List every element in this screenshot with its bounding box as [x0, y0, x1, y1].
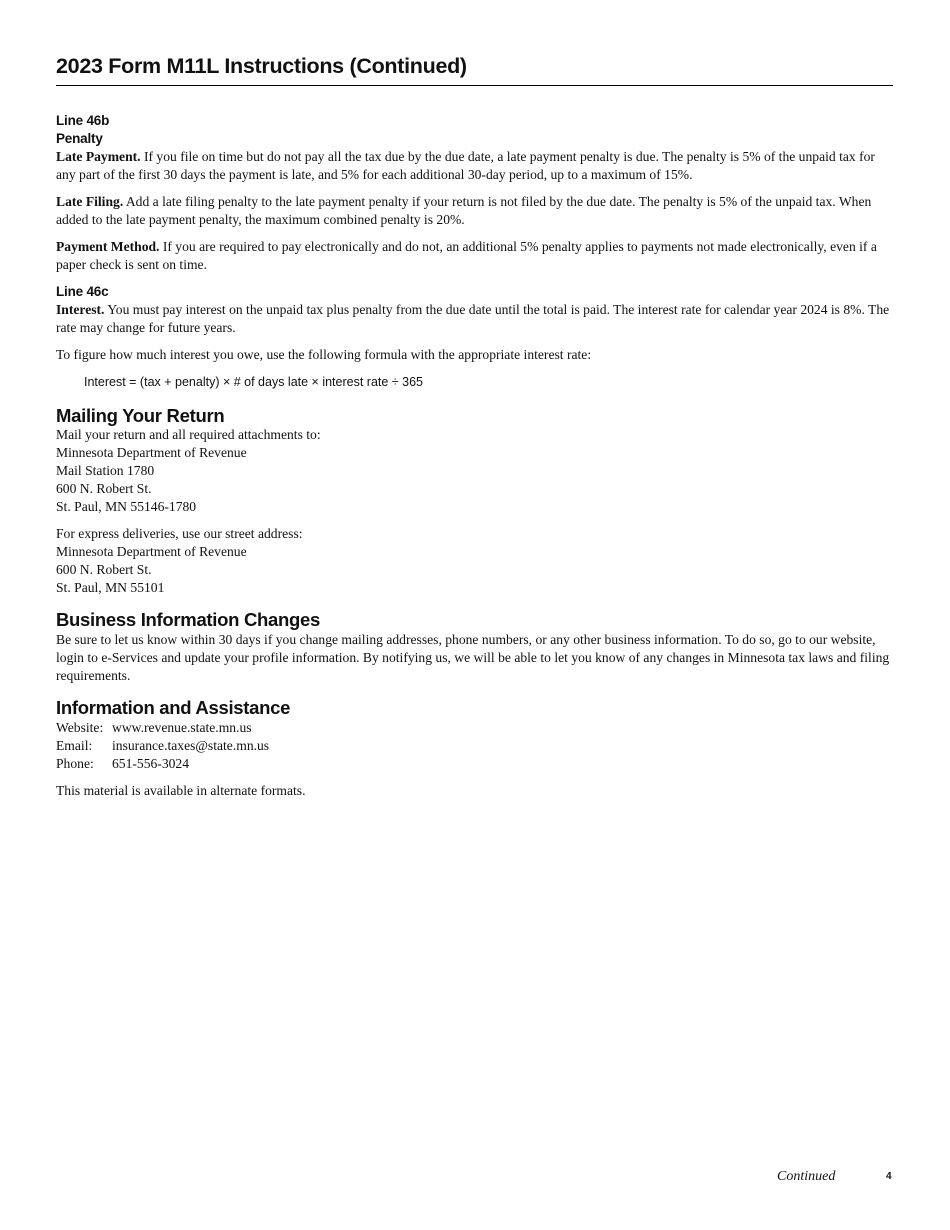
address-line: 600 N. Robert St. — [56, 562, 152, 577]
figure-interest-text: To figure how much interest you owe, use the following formula with the appropriate interest rate: — [56, 347, 592, 362]
penalty-subheading: Penalty — [56, 131, 103, 146]
email-link[interactable]: insurance.taxes@state.mn.us — [112, 738, 270, 753]
address-line: St. Paul, MN 55101 — [56, 580, 165, 595]
payment-method-label: Payment Method. — [56, 239, 160, 254]
page-title: 2023 Form M11L Instructions (Continued) — [56, 54, 467, 78]
address-line: Mail Station 1780 — [56, 463, 155, 478]
late-payment-label: Late Payment. — [56, 149, 141, 164]
payment-method-text: If you are required to pay electronically and do not, an additional 5% penalty applies to payments not made electronically, even if a paper check is sent on time. — [56, 239, 877, 272]
address-line: St. Paul, MN 55146-1780 — [56, 499, 197, 514]
late-filing-paragraph — [56, 193, 896, 229]
address-line: Minnesota Department of Revenue — [56, 445, 247, 460]
late-payment-paragraph — [56, 148, 896, 184]
address-line: Minnesota Department of Revenue — [56, 544, 247, 559]
interest-formula: Interest = (tax + penalty) × # of days late × interest rate ÷ 365 — [84, 375, 423, 389]
line46b-heading: Line 46b — [56, 113, 110, 128]
phone-number: 651-556-3024 — [112, 756, 190, 771]
line46c-heading: Line 46c — [56, 284, 109, 299]
alternate-formats-text: This material is available in alternate formats. — [56, 783, 306, 798]
website-label: Website: — [56, 720, 104, 735]
contact-block — [56, 719, 896, 773]
late-filing-text: Add a late filing penalty to the late payment penalty if your return is not filed by the due date. The penalty is 5% of the unpaid tax. When added to the late payment penalty, the maximum combined penalty is 20%. — [56, 194, 872, 227]
express-address-block — [56, 525, 896, 597]
interest-label: Interest. — [56, 302, 105, 317]
late-payment-text: If you file on time but do not pay all the tax due by the due date, a late payment penalty is due. The penalty is 5% of the unpaid tax for any part of the first 30 days the payment is late, and 5% for each additional 30-day period, up to a maximum of 15%. — [56, 149, 875, 182]
phone-label: Phone: — [56, 756, 94, 771]
email-label: Email: — [56, 738, 93, 753]
mailing-address-block — [56, 426, 896, 516]
mailing-heading: Mailing Your Return — [56, 405, 225, 426]
title-divider — [56, 85, 893, 86]
late-filing-label: Late Filing. — [56, 194, 124, 209]
info-heading: Information and Assistance — [56, 697, 291, 718]
website-link[interactable]: www.revenue.state.mn.us — [112, 720, 252, 735]
mailing-intro: Mail your return and all required attachments to: — [56, 427, 321, 442]
business-heading: Business Information Changes — [56, 609, 321, 630]
interest-text: You must pay interest on the unpaid tax plus penalty from the due date until the total is paid. The interest rate for calendar year 2024 is 8%. The rate may change for future years. — [56, 302, 890, 335]
business-text: Be sure to let us know within 30 days if you change mailing addresses, phone numbers, or any other business information. To do so, go to our website, login to e-Services and update your profile information. By notifying us, we will be able to let you know of any changes in Minnesota tax laws and filing requirements. — [56, 632, 890, 683]
page-number: 4 — [886, 1171, 892, 1182]
express-intro: For express deliveries, use our street address: — [56, 526, 303, 541]
continued-label: Continued — [777, 1169, 836, 1184]
interest-paragraph — [56, 301, 896, 337]
address-line: 600 N. Robert St. — [56, 481, 152, 496]
payment-method-paragraph — [56, 238, 896, 274]
